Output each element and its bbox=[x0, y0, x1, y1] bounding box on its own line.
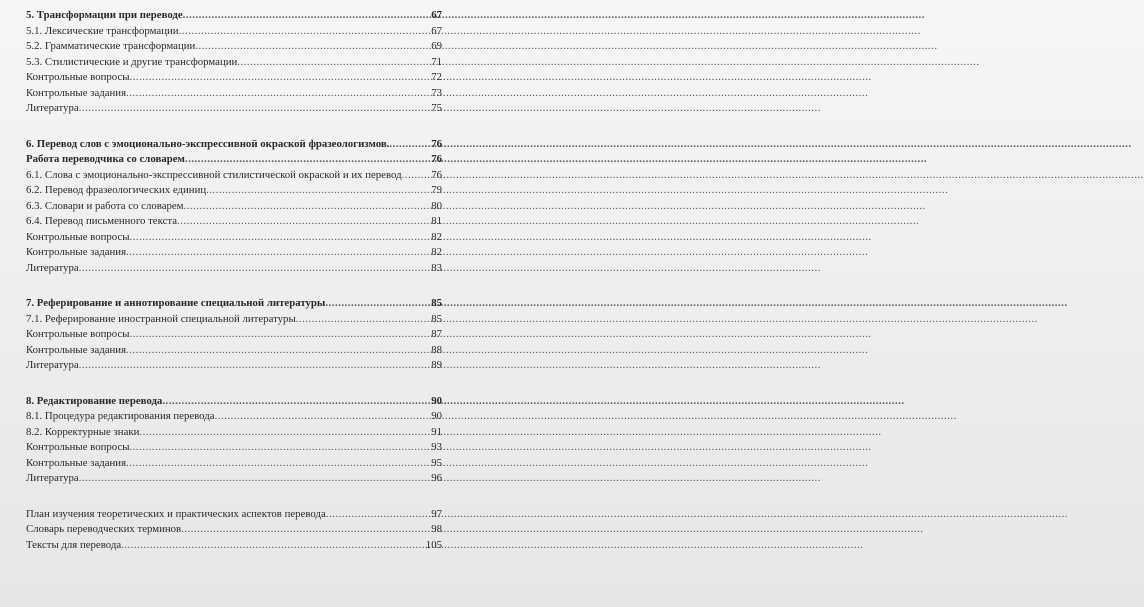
toc-section bbox=[26, 8, 442, 117]
toc-entry-title: 5.3. Стилистические и другие трансформации bbox=[26, 55, 238, 68]
toc-section bbox=[26, 296, 442, 374]
toc-page-number: 85 bbox=[431, 312, 442, 325]
toc-entry-title: 6.1. Слова с эмоционально-экспрессивной стилистической окраской и их перевод bbox=[26, 168, 402, 181]
toc-dot-leader bbox=[325, 296, 431, 312]
toc-page-number: 67 bbox=[431, 9, 442, 21]
toc-entry bbox=[26, 327, 442, 343]
toc-dot-leader bbox=[130, 440, 432, 456]
toc-chapter-heading bbox=[26, 394, 442, 410]
toc-entry-title: 6.3. Словари и работа со словарем bbox=[26, 199, 184, 212]
toc-chapter-heading bbox=[26, 296, 442, 312]
toc-dot-leader bbox=[183, 8, 432, 24]
toc-page-number: 88 bbox=[431, 343, 442, 356]
toc-entry bbox=[26, 358, 442, 374]
toc-dot-leader bbox=[181, 522, 431, 538]
toc-page-number: 83 bbox=[431, 261, 442, 274]
toc-page-number: 81 bbox=[431, 215, 442, 227]
toc-page-number: 76 bbox=[431, 153, 442, 165]
toc-entry-title: Контрольные задания bbox=[26, 86, 127, 99]
toc-dot-leader bbox=[130, 230, 432, 246]
toc-page-number: 90 bbox=[431, 394, 442, 407]
toc-page-number: 91 bbox=[431, 425, 442, 438]
toc-entry-title: 6. Перевод слов с эмоционально-экспрессивной окраской фразеологизмов. bbox=[26, 137, 390, 150]
toc-dot-leader bbox=[79, 358, 432, 374]
toc-page-number: 71 bbox=[431, 55, 442, 68]
toc-page-number: 76 bbox=[431, 137, 442, 150]
toc-entry bbox=[26, 199, 442, 215]
toc-entry bbox=[26, 507, 442, 523]
toc-entry-title: 7.1. Реферирование иностранной специальной литературы bbox=[26, 312, 296, 325]
toc-entry-title: Контрольные вопросы bbox=[26, 328, 130, 340]
toc-entry bbox=[26, 343, 442, 359]
toc-page-number: 79 bbox=[431, 184, 442, 196]
toc-dot-leader bbox=[126, 456, 431, 472]
toc-dot-leader bbox=[130, 327, 432, 343]
toc-dot-leader bbox=[130, 70, 432, 86]
toc-entry bbox=[26, 86, 442, 102]
toc-entry-title: Контрольные задания bbox=[26, 246, 127, 258]
toc-dot-leader bbox=[215, 409, 432, 425]
toc-dot-leader bbox=[206, 183, 431, 199]
toc-entry bbox=[26, 522, 442, 538]
toc-page-number: 67 bbox=[431, 24, 442, 37]
toc-entry bbox=[26, 39, 442, 55]
toc-entry-title: Словарь переводческих терминов bbox=[26, 523, 182, 535]
toc-page-number: 73 bbox=[431, 86, 442, 99]
toc-entry bbox=[26, 55, 442, 71]
section-spacer bbox=[26, 493, 442, 507]
toc-dot-leader bbox=[126, 86, 431, 102]
toc-chapter-heading bbox=[26, 8, 442, 24]
table-of-contents bbox=[26, 8, 442, 559]
section-spacer bbox=[26, 380, 442, 394]
toc-chapter-heading bbox=[26, 152, 442, 168]
toc-page-number: 95 bbox=[431, 456, 442, 469]
toc-page-number: 75 bbox=[431, 102, 442, 114]
toc-page-number: 87 bbox=[431, 328, 442, 340]
toc-entry bbox=[26, 538, 442, 554]
toc-page-number: 76 bbox=[431, 168, 442, 181]
toc-entry-title: Литература bbox=[26, 102, 79, 114]
toc-page-number: 90 bbox=[431, 410, 442, 422]
toc-entry-title: 8.1. Процедура редактирования перевода bbox=[26, 410, 215, 422]
toc-dot-leader bbox=[185, 152, 431, 168]
toc-dot-leader bbox=[177, 214, 431, 230]
toc-page-number: 89 bbox=[431, 359, 442, 371]
toc-entry-title: Контрольные задания bbox=[26, 343, 127, 356]
toc-page-number: 98 bbox=[431, 523, 442, 535]
toc-entry-title: Контрольные вопросы bbox=[26, 230, 130, 243]
toc-entry bbox=[26, 261, 442, 277]
toc-entry bbox=[26, 168, 442, 184]
toc-entry-title: 8. Редактирование перевода bbox=[26, 394, 163, 407]
toc-dot-leader bbox=[237, 55, 431, 71]
toc-entry-title: Литература bbox=[26, 472, 79, 484]
toc-dot-leader bbox=[162, 394, 431, 410]
toc-entry-title: 7. Реферирование и аннотирование специальной литературы bbox=[26, 297, 326, 309]
toc-section bbox=[26, 394, 442, 487]
toc-dot-leader bbox=[79, 261, 432, 277]
toc-entry bbox=[26, 24, 442, 40]
toc-entry bbox=[26, 409, 442, 425]
toc-entry-title: Контрольные задания bbox=[26, 456, 127, 469]
toc-dot-leader bbox=[184, 199, 432, 215]
toc-page-number: 80 bbox=[431, 199, 442, 212]
toc-entry-title: 6.4. Перевод письменного текста bbox=[26, 215, 178, 227]
toc-entry-title: Контрольные вопросы bbox=[26, 71, 130, 83]
toc-dot-leader bbox=[121, 538, 426, 554]
toc-entry bbox=[26, 471, 442, 487]
toc-dot-leader bbox=[326, 507, 431, 523]
toc-dot-leader bbox=[195, 39, 431, 55]
toc-dot-leader bbox=[179, 24, 432, 40]
toc-dot-leader bbox=[296, 312, 431, 328]
toc-page-number: 97 bbox=[431, 507, 442, 520]
toc-entry bbox=[26, 214, 442, 230]
toc-entry-title: 5.2. Грамматические трансформации bbox=[26, 40, 196, 52]
toc-page-number: 105 bbox=[425, 538, 442, 551]
toc-entry-title: Работа переводчика со словарем bbox=[26, 153, 185, 165]
toc-entry bbox=[26, 183, 442, 199]
toc-page-number: 69 bbox=[431, 40, 442, 52]
toc-dot-leader bbox=[402, 168, 432, 184]
toc-entry bbox=[26, 312, 442, 328]
section-spacer bbox=[26, 282, 442, 296]
toc-entry-title: 8.2. Корректурные знаки bbox=[26, 425, 140, 438]
toc-dot-leader bbox=[79, 101, 432, 117]
toc-dot-leader bbox=[389, 137, 431, 153]
toc-page-number: 72 bbox=[431, 71, 442, 83]
toc-entry-title: 6.2. Перевод фразеологических единиц bbox=[26, 184, 207, 196]
toc-dot-leader bbox=[126, 343, 431, 359]
toc-entry bbox=[26, 425, 442, 441]
toc-entry bbox=[26, 101, 442, 117]
toc-entry bbox=[26, 245, 442, 261]
section-spacer bbox=[26, 123, 442, 137]
toc-page-number: 82 bbox=[431, 246, 442, 258]
toc-entry bbox=[26, 456, 442, 472]
toc-entry-title: 5. Трансформации при переводе bbox=[26, 9, 183, 21]
toc-entry-title: Литература bbox=[26, 359, 79, 371]
toc-entry-title: 5.1. Лексические трансформации bbox=[26, 24, 179, 37]
toc-page-number: 82 bbox=[431, 230, 442, 243]
toc-entry bbox=[26, 440, 442, 456]
toc-dot-leader bbox=[139, 425, 431, 441]
toc-entry-title: Литература bbox=[26, 261, 79, 274]
toc-page-number: 93 bbox=[431, 441, 442, 453]
toc-chapter-heading bbox=[26, 137, 442, 153]
toc-entry bbox=[26, 70, 442, 86]
toc-entry-title: Контрольные вопросы bbox=[26, 441, 130, 453]
toc-page-number: 85 bbox=[431, 297, 442, 309]
toc-section bbox=[26, 507, 442, 554]
toc-entry-title: План изучения теоретических и практических аспектов перевода bbox=[26, 507, 326, 520]
toc-dot-leader bbox=[79, 471, 432, 487]
toc-section bbox=[26, 137, 442, 277]
toc-entry-title: Тексты для перевода bbox=[26, 538, 122, 551]
toc-entry bbox=[26, 230, 442, 246]
toc-page-number: 96 bbox=[431, 472, 442, 484]
toc-dot-leader bbox=[126, 245, 431, 261]
